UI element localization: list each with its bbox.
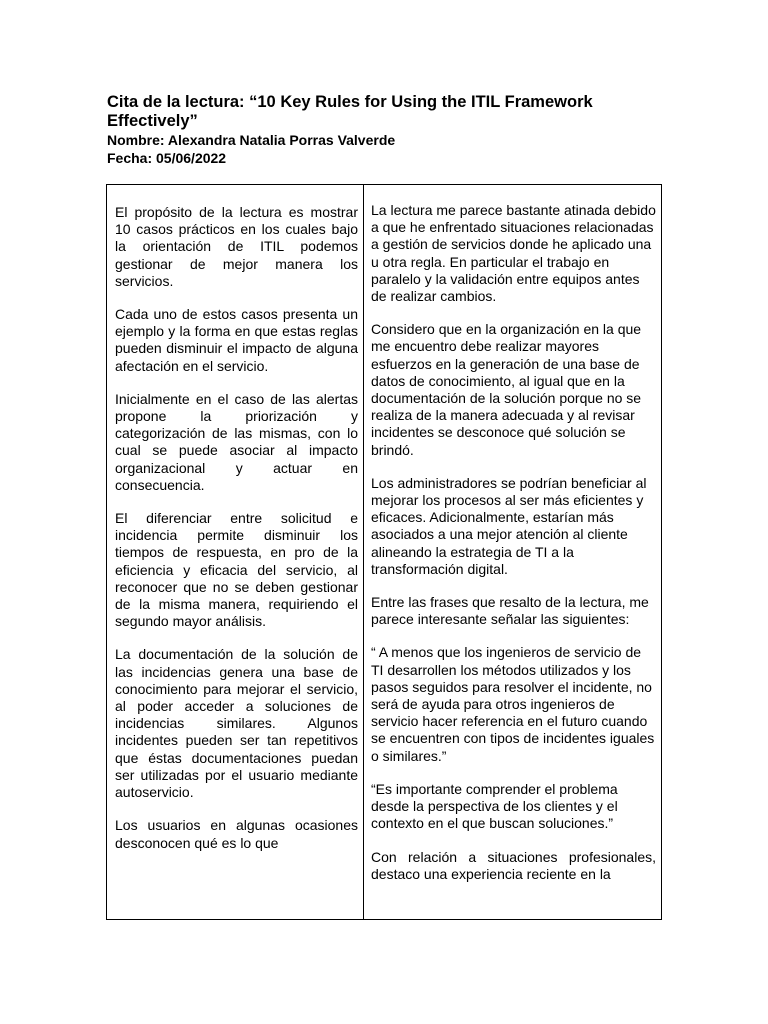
two-column-table bbox=[106, 184, 662, 920]
left-paragraph: El propósito de la lectura es mostrar 10 casos prácticos en los cuales bajo la orientación de ITIL podemos gestionar de mejor manera los servicios. bbox=[115, 204, 358, 289]
right-paragraph: Considero que en la organización en la que me encuentro debe realizar mayores esfuerzos en la generación de una base de datos de conocimiento, al igual que en la documentación de la solución porque no se realiza de la manera adecuada y al revisar incidentes se desconoce qué solución se brindó. bbox=[371, 321, 642, 458]
left-paragraph: Inicialmente en el caso de las alertas propone la priorización y categorización de las mismas, con lo cual se puede asociar al impacto organizacional y actuar en consecuencia. bbox=[115, 390, 358, 493]
left-column bbox=[107, 185, 364, 919]
document-title: Cita de la lectura: “10 Key Rules for Using the ITIL Framework Effectively” bbox=[107, 93, 593, 130]
author-name: Nombre: Alexandra Natalia Porras Valverde bbox=[107, 132, 396, 148]
right-paragraph: Entre las frases que resalto de la lectura, me parece interesante señalar las siguientes: bbox=[371, 594, 649, 628]
left-paragraph: Cada uno de estos casos presenta un ejemplo y la forma en que estas reglas pueden disminuir el impacto de alguna afectación en el servicio. bbox=[115, 306, 358, 374]
document-date: Fecha: 05/06/2022 bbox=[107, 150, 227, 166]
right-paragraph: “ A menos que los ingenieros de servicio de TI desarrollen los métodos utilizados y los pasos seguidos para resolver el incidente, no será de ayuda para otros ingenieros de servicio hacer referencia en el futuro cuando se encuentren con tipos de incidentes iguales o similares.” bbox=[371, 644, 655, 764]
right-paragraph: La lectura me parece bastante atinada debido a que he enfrentado situaciones relacionadas a gestión de servicios donde he aplicado una u otra regla. En particular el trabajo en paralelo y la validación entre equipos antes de realizar cambios. bbox=[371, 202, 656, 305]
left-paragraph: El diferenciar entre solicitud e incidencia permite disminuir los tiempos de respuesta, en pro de la eficiencia y eficacia del servicio, al reconocer que no se deben gestionar de la misma manera, requiriendo el segundo mayor análisis. bbox=[115, 510, 358, 630]
document-meta bbox=[107, 131, 667, 167]
right-paragraph: “Es importante comprender el problema desde la perspectiva de los clientes y el contexto en el que buscan soluciones.” bbox=[371, 780, 618, 832]
right-paragraph: Los administradores se podrían beneficiar al mejorar los procesos al ser más eficientes y eficaces. Adicionalmente, estarían más asociados a una mejor atención al cliente alineando la estrategia de TI a la transformación digital. bbox=[371, 474, 647, 577]
document-header bbox=[107, 93, 667, 167]
right-column bbox=[364, 185, 661, 919]
right-paragraph: Con relación a situaciones profesionales, destaco una experiencia reciente en la bbox=[371, 848, 656, 882]
left-paragraph: La documentación de la solución de las incidencias genera una base de conocimiento para mejorar el servicio, al poder acceder a soluciones de incidencias similares. Algunos incidentes pueden ser tan repetitivos que éstas documentaciones puedan ser utilizadas por el usuario mediante autoservicio. bbox=[115, 646, 358, 801]
left-paragraph: Los usuarios en algunas ocasiones desconocen qué es lo que bbox=[115, 817, 358, 851]
